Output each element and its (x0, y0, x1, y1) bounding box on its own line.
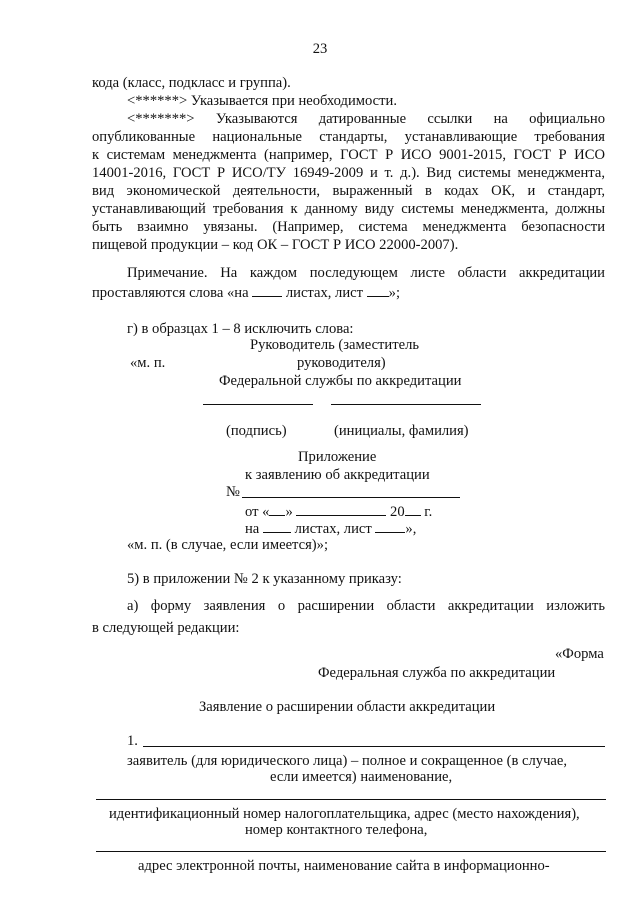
note-text-b: листах, лист (285, 285, 364, 301)
para1-line7: вид экономической деятельности, выраженный в кодах ОК, и стандарт, (92, 183, 605, 199)
field1-line (143, 746, 605, 747)
inn-caption-line1: идентификационный номер налогоплательщика, адрес (место нахождения), (109, 806, 580, 822)
sheets-text-c: », (405, 521, 417, 537)
para1-line3: <*******> Указываются датированные ссылки на официально (127, 111, 605, 127)
inn-caption-line2: номер контактного телефона, (245, 822, 428, 838)
item-g-intro: г) в образцах 1 – 8 исключить слова: (127, 321, 354, 337)
date-text-c: 20 (390, 504, 405, 520)
sheets-text-a: на (245, 521, 260, 537)
para1-line10: пищевой продукции – код ОК – ГОСТ Р ИСО 22000-2007). (92, 237, 459, 253)
para1-line4: опубликованные национальные стандарты, устанавливающие требования (92, 129, 605, 145)
applicant-caption-line1: заявитель (для юридического лица) – полное и сокращенное (в случае, (127, 753, 568, 769)
para1-line2: <******> Указывается при необходимости. (127, 93, 397, 109)
sheets-blank-1 (263, 518, 291, 533)
initials-line (331, 404, 481, 405)
field3-line (96, 851, 606, 852)
sheets-blank-2 (375, 518, 405, 533)
item-g-mp2: «м. п. (в случае, если имеется)»; (127, 537, 328, 553)
number-line (242, 497, 460, 498)
item5-a-line2: в следующей редакции: (92, 620, 240, 636)
date-text-a: от « (245, 504, 270, 520)
applicant-caption-line2: если имеется) наименование, (270, 769, 453, 785)
note-line1: Примечание. На каждом последующем листе области аккредитации (127, 265, 605, 281)
note-text-a: проставляются слова «на (92, 285, 249, 301)
application-title: Заявление о расширении области аккредитации (199, 699, 496, 715)
field2-line (96, 799, 606, 800)
item-g-head1: Руководитель (заместитель (250, 337, 420, 353)
note-line2 (92, 282, 400, 302)
note-blank-2 (367, 282, 389, 297)
para1-line9: быть взаимно увязаны. (Например, система менеджмента безопасности (92, 219, 605, 235)
field1-number: 1. (127, 733, 138, 749)
signature-line (203, 404, 313, 405)
appendix-label: Приложение (298, 449, 377, 465)
para1-line1: кода (класс, подкласс и группа). (92, 75, 291, 91)
date-month-blank (296, 501, 386, 516)
sign-caption: (подпись) (226, 423, 287, 439)
date-text-b: » (285, 504, 293, 520)
para1-line8: устанавливающий требования к данному виду системы менеджмента, должны (92, 201, 605, 217)
number-sign: № (226, 484, 240, 500)
appendix-to-label: к заявлению об аккредитации (245, 467, 430, 483)
sheets-line (245, 518, 416, 538)
date-day-blank (269, 501, 285, 516)
note-blank-1 (252, 282, 282, 297)
item-g-head2: руководителя) (297, 355, 386, 371)
email-caption-line1: адрес электронной почты, наименование сайта в информационно- (138, 858, 550, 874)
para1-line5: к системам менеджмента (например, ГОСТ Р ИСО 9001-2015, ГОСТ Р ИСО (92, 147, 605, 163)
date-year-blank (405, 501, 421, 516)
note-text-c: »; (388, 285, 401, 301)
item5-a-line1: а) форму заявления о расширении области аккредитации изложить (127, 598, 605, 614)
item5-intro: 5) в приложении № 2 к указанному приказу: (127, 571, 402, 587)
sheets-text-b: листах, лист (294, 521, 372, 537)
item-g-mp: «м. п. (130, 355, 166, 371)
date-text-d: г. (424, 504, 433, 520)
page-number: 23 (312, 41, 328, 57)
item-g-head3: Федеральной службы по аккредитации (219, 373, 462, 389)
para1-line6: 14001-2016, ГОСТ Р ИСО/ТУ 16949-2009 и т. д.). Вид системы менеджмента, (92, 165, 605, 181)
initials-caption: (инициалы, фамилия) (334, 423, 469, 439)
forma-label: «Форма (555, 646, 604, 662)
agency-name: Федеральная служба по аккредитации (318, 665, 556, 681)
